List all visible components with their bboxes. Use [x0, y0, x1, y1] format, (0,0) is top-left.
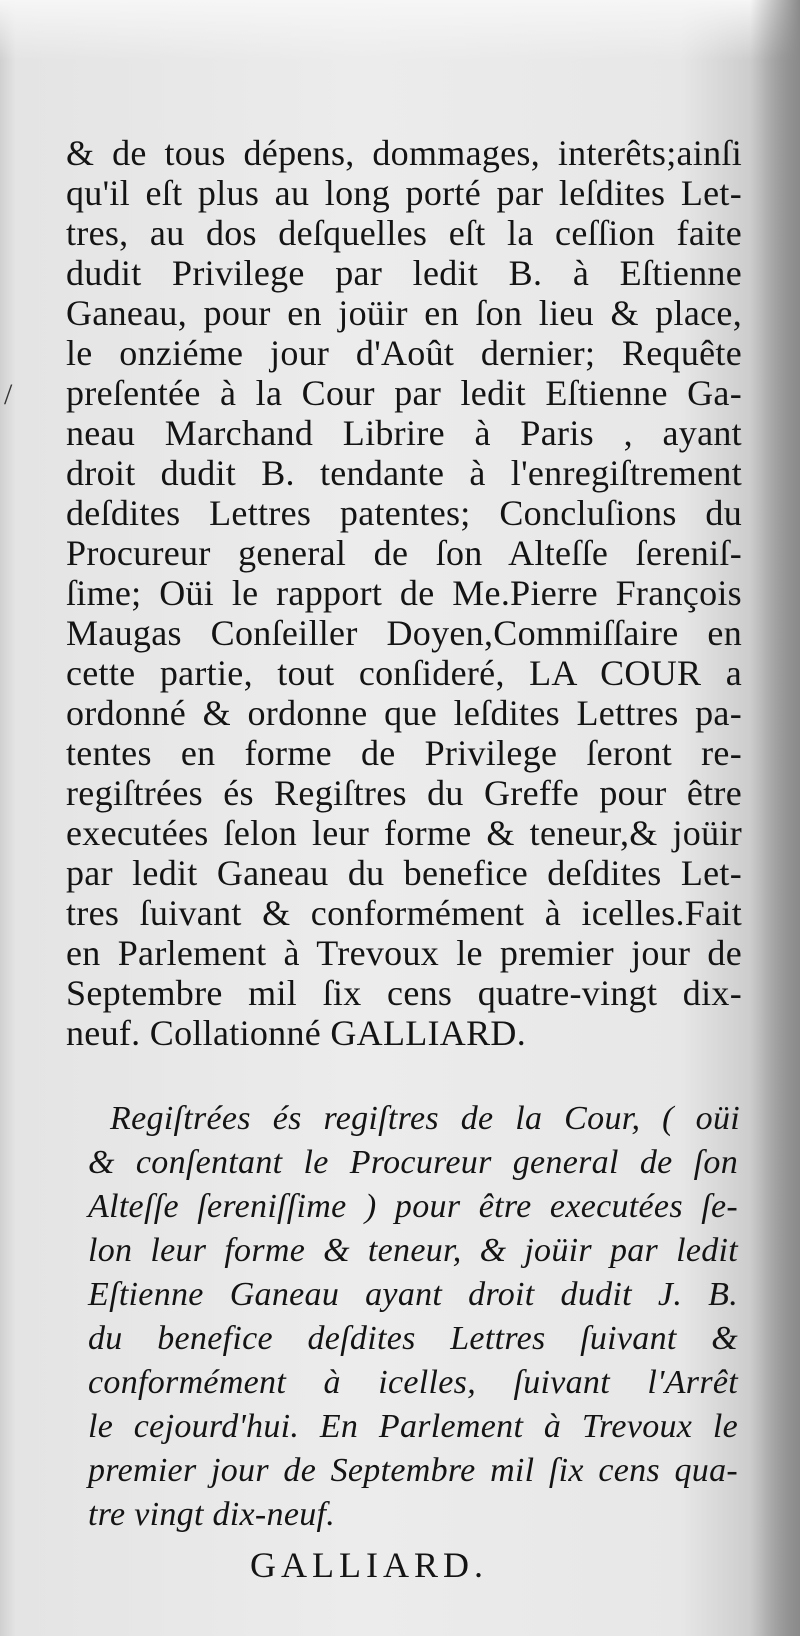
margin-mark: / [4, 378, 13, 411]
registration-line: Regiſtrées és regiſtres de la Cour, ( oüi [110, 1100, 740, 1137]
body-line: par ledit Ganeau du benefice deſdites Let- [66, 853, 742, 893]
body-line: Septembre mil ſix cens quatre-vingt dix- [66, 973, 742, 1013]
body-line: qu'il eſt plus au long porté par leſdites Let- [66, 173, 742, 213]
body-line: executées ſelon leur forme & teneur,& joüir [66, 813, 742, 853]
registration-line: le cejourd'hui. En Parlement à Trevoux le [88, 1408, 738, 1445]
body-line: ordonné & ordonne que leſdites Lettres pa- [66, 693, 742, 733]
body-line: Procureur general de ſon Alteſſe ſereniſ- [66, 533, 742, 573]
gutter-shadow [750, 0, 800, 1636]
body-line: ſime; Oüi le rapport de Me.Pierre François [66, 573, 742, 613]
page-shading [0, 0, 800, 60]
registration-line: conformément à icelles, ſuivant l'Arrêt [88, 1364, 738, 1401]
registration-line: & conſentant le Procureur general de ſon [88, 1144, 738, 1181]
body-line: cette partie, tout conſideré, LA COUR a [66, 653, 742, 693]
body-line: le onziéme jour d'Août dernier; Requête [66, 333, 742, 373]
registration-line: Eſtienne Ganeau ayant droit dudit J. B. [88, 1276, 738, 1313]
registration-line: tre vingt dix-neuf. [88, 1496, 336, 1533]
body-line: neuf. Collationné GALLIARD. [66, 1013, 527, 1053]
body-line: tres ſuivant & conformément à icelles.Fait [66, 893, 742, 933]
signature: GALLIARD. [250, 1545, 488, 1585]
body-line: tres, au dos deſquelles eſt la ceſſion faite [66, 213, 742, 253]
registration-line: du benefice deſdites Lettres ſuivant & [88, 1320, 738, 1357]
registration-line: lon leur forme & teneur, & joüir par ledit [88, 1232, 738, 1269]
body-line: neau Marchand Librire à Paris , ayant [66, 413, 742, 453]
body-line: droit dudit B. tendante à l'enregiſtrement [66, 453, 742, 493]
body-line: deſdites Lettres patentes; Concluſions du [66, 493, 742, 533]
body-line: tentes en forme de Privilege ſeront re- [66, 733, 742, 773]
registration-line: premier jour de Septembre mil ſix cens qua- [88, 1452, 738, 1489]
body-line: & de tous dépens, dommages, interêts;ainſi [66, 133, 742, 173]
body-line: regiſtrées és Regiſtres du Greffe pour être [66, 773, 742, 813]
body-line: Maugas Conſeiller Doyen,Commiſſaire en [66, 613, 742, 653]
body-line: preſentée à la Cour par ledit Eſtienne Ga- [66, 373, 742, 413]
body-line: en Parlement à Trevoux le premier jour de [66, 933, 742, 973]
body-line: dudit Privilege par ledit B. à Eſtienne [66, 253, 742, 293]
registration-line: Alteſſe ſereniſſime ) pour être executées ſe- [88, 1188, 738, 1225]
body-line: Ganeau, pour en joüir en ſon lieu & place, [66, 293, 742, 333]
